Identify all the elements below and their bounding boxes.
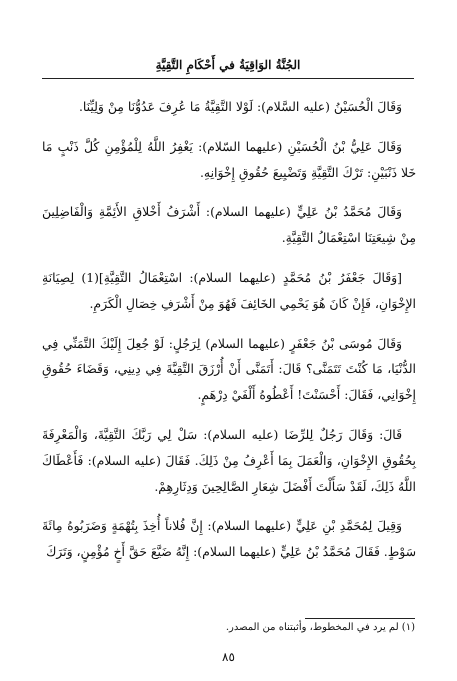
paragraph: [وَقَالَ جَعْفَرُ بْنُ مُحَمَّدٍ (عليهما السلام): اسْتِعْمَالُ التَّقِيَّةِ](1) لِصِيَانَةِ الإِخْوَانِ، فَإِنْ كَانَ هُوَ يَحْمِي الخَائِفَ فَهُوَ مِنْ أَشْرَفِ خِصَالِ الْكَرَمِ. (42, 269, 416, 311)
footnote: (١) لم يرد في المخطوط، وأثبتناه من المصدر. (225, 622, 415, 633)
paragraph: وَقَالَ مُوسَى بْنُ جَعْفَرٍ (عليهما السلام) لِرَجُلٍ: لَوْ جُعِلَ إِلَيْكَ التَّمَنِّي فِي الدُّنْيَا، مَا كُنْتَ تَتَمَنَّى؟ قَالَ: أَتَمَنَّى أَنْ أُرْزَقَ التَّقِيَّةَ فِي دِينِي، وَقَضَاءَ حُقُوقِ إِخْوَانِي، فَقَالَ: أَحْسَنْتَ! أَعْطُوهُ أَلْفَيْ دِرْهَمٍ. (42, 335, 416, 403)
paragraph: وَقَالَ عَلِيُّ بْنُ الْحُسَيْنِ (عليهما السّلام): يَغْفِرُ اللَّهُ لِلْمُؤْمِنِ كُلَّ ذَنْبٍ مَا خَلا ذَنْبَيْنِ: تَرْكَ التَّقِيَّةِ وَتَضْيِيعَ حُقُوقِ إِخْوَانِهِ. (42, 138, 416, 180)
page-number: ٨٥ (222, 650, 235, 664)
header-divider (42, 78, 414, 79)
page-body (42, 94, 416, 579)
paragraph: وَقِيلَ لِمُحَمَّدِ بْنِ عَلِيٍّ (عليهما السلام): إِنَّ فُلاناً أُخِذَ بِتُهْمَةٍ وَضَرَبُوهُ مِائَةَ سَوْطٍ. فَقَالَ مُحَمَّدُ بْنُ عَلِيٍّ (عليهما السلام): إِنَّهُ ضَيَّعَ حَقَّ أَخٍ مُؤْمِنٍ، وَتَرَكَ (42, 518, 416, 560)
paragraph: وَقَالَ مُحَمَّدُ بْنُ عَلِيٍّ (عليهما السلام): أَشْرَفُ أَخْلاقِ الأَئِمَّةِ وَالْفَاضِلِينَ مِنْ شِيعَتِنَا اسْتِعْمَالُ التَّقِيَّةِ. (42, 204, 416, 246)
paragraph: وَقَالَ الْحُسَيْنُ (عليه السَّلام): لَوْلا التَّقِيَّةُ مَا عُرِفَ عَدُوُّنَا مِنْ وَلِيِّنَا. (78, 99, 402, 114)
paragraph: قَالَ: وَقَالَ رَجُلٌ لِلرِّضَا (عليه السلام): سَلْ لِي رَبَّكَ التَّقِيَّةَ، وَالْمَعْرِفَةَ بِحُقُوقِ الإِخْوَانِ، وَالْعَمَلَ بِمَا أَعْرِفُ مِنْ ذَلِكَ. فَقَالَ (عليه السلام): فَأَعْطَاكَ اللَّهُ ذَلِكَ، لَقَدْ سَأَلْتَ أَفْضَلَ شِعَارِ الصَّالِحِينَ وَدِثَارِهِمْ. (42, 426, 416, 494)
running-header: الجُنَّةُ الوَاقِيَةُ في أَحْكَامِ التَّقِيَّةِ (155, 58, 301, 72)
footnote-divider (305, 618, 415, 619)
